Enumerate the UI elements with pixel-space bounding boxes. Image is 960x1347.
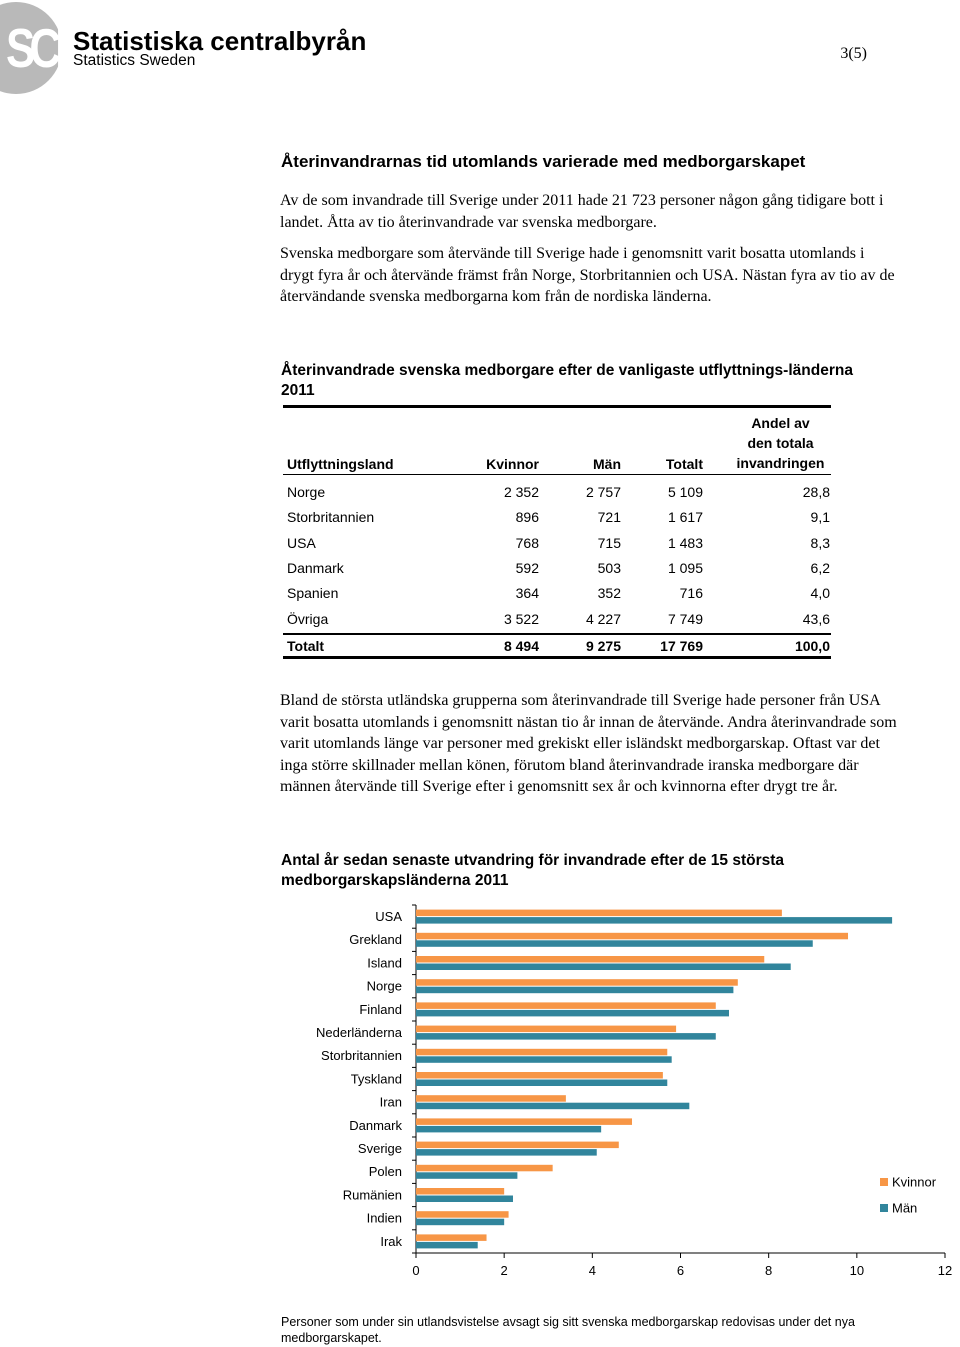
bar-kvinnor: [416, 1142, 619, 1149]
table-row: [283, 484, 831, 504]
paragraph-2: Svenska medborgare som återvände till Sverige hade i genomsnitt varit bosatta utomlands i drygt fyra år och återvände främst från Norge, Storbritannien och USA. Nästan fyra av tio av de återvändande svenska medborgarna kom från de nordiska länderna.: [280, 245, 895, 305]
cell-country: Storbritannien: [287, 509, 375, 526]
bar-män: [416, 964, 791, 971]
table-row: [283, 560, 831, 580]
bar-män: [416, 1056, 672, 1063]
table-header-rule: [283, 474, 831, 475]
total-total: 17 769: [660, 638, 703, 654]
y-tick-label: Rumänien: [342, 1187, 402, 1203]
y-tick-label: Indien: [366, 1210, 402, 1226]
table-row: [283, 585, 831, 605]
cell-men: 503: [597, 559, 621, 576]
bar-män: [416, 1080, 667, 1087]
bar-män: [416, 1126, 601, 1133]
bar-kvinnor: [416, 933, 848, 940]
table-top-rule: [283, 405, 831, 408]
cell-women: 364: [515, 585, 539, 602]
cell-women: 768: [515, 534, 539, 551]
cell-women: 592: [515, 559, 539, 576]
logo-letters: SCB: [6, 18, 81, 80]
bar-män: [416, 1149, 597, 1156]
header-share: [730, 413, 831, 473]
cell-share: 8,3: [810, 534, 830, 551]
total-country: Totalt: [287, 638, 325, 654]
cell-women: 3 522: [503, 610, 539, 627]
x-tick-label: 10: [849, 1263, 865, 1278]
cell-total: 716: [679, 585, 703, 602]
y-tick-label: Norge: [366, 978, 402, 994]
bar-kvinnor: [416, 1234, 487, 1241]
y-tick-label: Sverige: [357, 1141, 402, 1157]
bar-män: [416, 987, 733, 994]
bar-kvinnor: [416, 1002, 716, 1009]
footnote: Personer som under sin utlandsvistelse avsagt sig sitt svenska medborgarskap redovisas under det nya medborgarskapet.: [281, 1315, 855, 1345]
cell-total: 5 109: [667, 484, 703, 500]
paragraph-1: Av de som invandrade till Sverige under 2011 hade 21 723 personer någon gång tidigare bott i landet. Åtta av tio återinvandrade var svenska medborgare.: [280, 192, 884, 231]
bar-män: [416, 1242, 478, 1249]
chart-title: Antal år sedan senaste utvandring för invandrade efter de 15 största medborgarskapsländerna 2011: [281, 852, 785, 889]
cell-share: 6,2: [810, 559, 830, 576]
cell-share: 43,6: [802, 610, 830, 627]
cell-country: Danmark: [287, 559, 344, 576]
header-total: Totalt: [665, 456, 703, 472]
y-tick-label: Finland: [359, 1001, 402, 1017]
cell-country: Norge: [287, 484, 326, 500]
x-tick-label: 2: [500, 1263, 508, 1278]
x-tick-label: 0: [412, 1263, 420, 1278]
cell-men: 352: [597, 585, 621, 602]
cell-women: 896: [515, 509, 539, 526]
bar-män: [416, 1103, 689, 1110]
cell-country: Spanien: [287, 585, 339, 602]
bar-män: [416, 1196, 513, 1203]
table-total-row: [283, 638, 831, 658]
legend-swatch: [880, 1178, 888, 1186]
cell-share: 4,0: [810, 585, 830, 602]
bar-kvinnor: [416, 1118, 632, 1125]
cell-country: Övriga: [287, 610, 329, 627]
cell-total: 1 483: [667, 534, 703, 551]
cell-men: 2 757: [585, 484, 621, 500]
cell-men: 721: [597, 509, 621, 526]
legend-swatch: [880, 1204, 888, 1212]
total-women: 8 494: [503, 638, 539, 654]
x-tick-label: 4: [588, 1263, 596, 1278]
y-tick-label: Nederländerna: [315, 1025, 402, 1041]
y-tick-label: Iran: [379, 1094, 402, 1110]
cell-total: 1 095: [667, 559, 703, 576]
cell-total: 1 617: [667, 509, 703, 526]
header-share-line3: invandringen: [736, 455, 825, 471]
cell-country: USA: [287, 534, 316, 551]
total-share: 100,0: [794, 638, 830, 654]
total-men: 9 275: [585, 638, 621, 654]
cell-share: 28,8: [802, 484, 830, 500]
header-share-line2: den totala: [747, 435, 814, 451]
y-tick-label: Tyskland: [350, 1071, 402, 1087]
bar-kvinnor: [416, 1165, 553, 1172]
paragraph-3: Bland de största utländska grupperna som återinvandrade till Sverige hade personer från USA varit bosatta utomlands i genomsnitt nästan tio år innan de återvände. Andra återinvandrade som varit utomlands länge var personer med grekiskt eller isländskt medborgarskap. Oftast var det inga större skillnader mellan könen, förutom bland återinvandrade iranska medborgare där männen återvände till Sverige efter i genomsnitt sex år och kvinnorna efter drygt tre år.: [280, 692, 897, 795]
cell-women: 2 352: [503, 484, 539, 500]
cell-total: 7 749: [667, 610, 703, 627]
y-tick-label: Island: [367, 955, 402, 971]
header-women: Kvinnor: [486, 456, 539, 472]
y-tick-label: Danmark: [349, 1117, 402, 1133]
y-tick-label: Grekland: [349, 932, 402, 948]
org-name-english: Statistics Sweden: [73, 52, 196, 69]
bar-kvinnor: [416, 1072, 663, 1079]
bar-kvinnor: [416, 979, 738, 986]
bar-män: [416, 1033, 716, 1040]
y-tick-label: USA: [375, 909, 402, 925]
page-number: 3(5): [840, 45, 867, 62]
x-tick-label: 12: [937, 1263, 953, 1278]
bar-män: [416, 940, 813, 947]
org-name: Statistiska centralbyrån: [73, 26, 367, 56]
bar-män: [416, 1172, 517, 1179]
table-title: Återinvandrade svenska medborgare efter de vanligaste utflyttnings-länderna 2011: [281, 362, 853, 399]
bar-kvinnor: [416, 1211, 509, 1218]
cell-share: 9,1: [810, 509, 830, 526]
bar-kvinnor: [416, 1049, 667, 1056]
legend-label: Kvinnor: [892, 1174, 937, 1190]
bar-kvinnor: [416, 1188, 504, 1195]
cell-men: 715: [597, 534, 621, 551]
scb-logo: [0, 0, 400, 100]
bar-kvinnor: [416, 1026, 676, 1033]
bar-kvinnor: [416, 910, 782, 917]
header-country: Utflyttningsland: [287, 456, 394, 472]
header-share-line1: Andel av: [751, 415, 810, 431]
cell-men: 4 227: [585, 610, 621, 627]
bar-män: [416, 1219, 504, 1226]
bar-män: [416, 1010, 729, 1017]
table-bottom-rule: [283, 656, 831, 659]
table-row: [283, 509, 831, 529]
header-men: Män: [593, 456, 621, 472]
bar-kvinnor: [416, 956, 764, 963]
bar-män: [416, 917, 892, 924]
y-tick-label: Irak: [380, 1233, 402, 1249]
legend-label: Män: [892, 1200, 918, 1216]
x-tick-label: 8: [765, 1263, 773, 1278]
x-tick-label: 6: [676, 1263, 685, 1278]
bar-kvinnor: [416, 1095, 566, 1102]
y-tick-label: Storbritannien: [321, 1048, 402, 1064]
y-tick-label: Polen: [368, 1164, 402, 1180]
table-row: [283, 535, 831, 555]
table-row: [283, 611, 831, 631]
section-heading: Återinvandrarnas tid utomlands varierade med medborgarskapet: [281, 152, 806, 171]
table-total-rule: [283, 633, 831, 635]
